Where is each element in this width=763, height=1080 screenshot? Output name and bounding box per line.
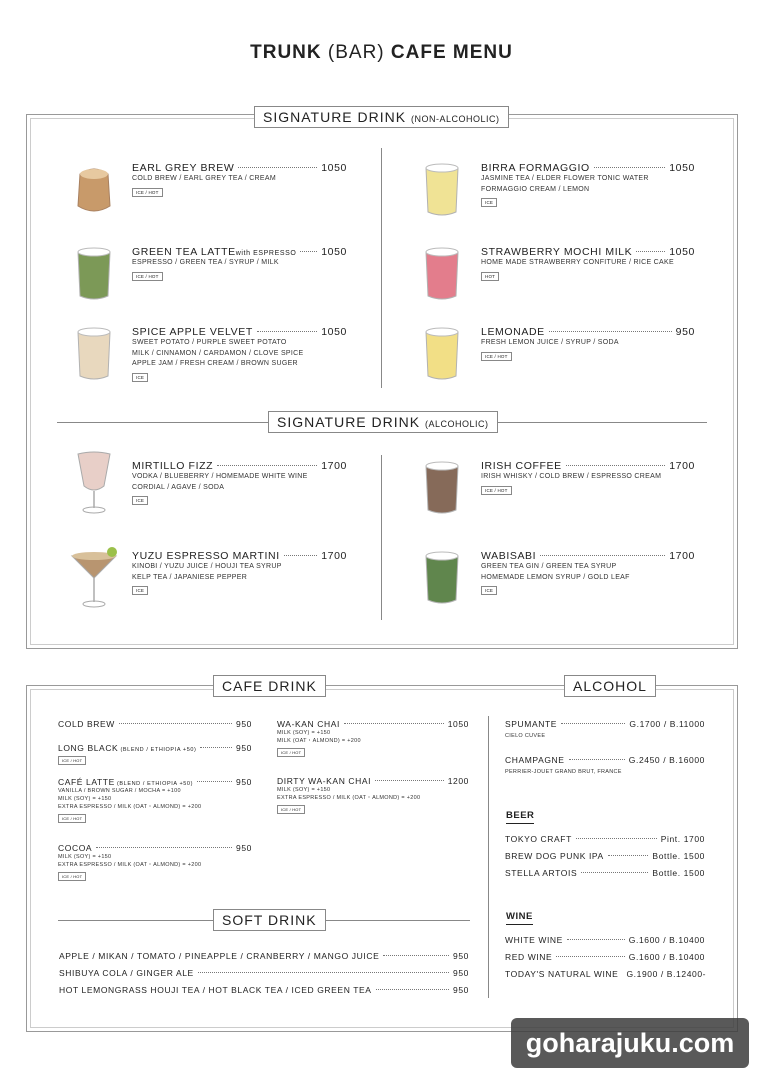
temperature-tag: ICE — [481, 586, 497, 595]
temperature-tag: ICE / HOT — [58, 872, 86, 881]
item-name: IRISH COFFEE — [481, 460, 562, 472]
menu-item — [481, 326, 695, 361]
description-line: KINOBI / YUZU JUICE / HOUJI TEA SYRUP — [132, 563, 282, 570]
item-name: CAFÉ LATTE (BLEND / ETHIOPIA +50) — [58, 777, 193, 787]
alcohol-item — [505, 755, 705, 776]
description-line: EXTRA ESPRESSO / MILK (OAT・ALMOND) = +200 — [58, 804, 202, 810]
item-price: 950 — [236, 843, 252, 853]
leader-dots — [566, 465, 666, 466]
description-line: HOME MADE STRAWBERRY CONFITURE / RICE CAKE — [481, 259, 674, 266]
item-price: 1050 — [447, 719, 469, 729]
item-name: SPICE APPLE VELVET — [132, 326, 253, 338]
item-price: G.2450 / B.16000 — [628, 755, 705, 765]
leader-dots — [257, 331, 317, 332]
item-name: LONG BLACK (BLEND / ETHIOPIA +50) — [58, 743, 197, 753]
item-name: YUZU ESPRESSO MARTINI — [132, 550, 280, 562]
item-row — [505, 969, 705, 979]
item-price: Bottle. 1500 — [652, 851, 705, 861]
cafe-drink-label — [213, 675, 326, 697]
item-description — [58, 787, 252, 811]
leader-dots — [561, 723, 625, 724]
item-name: SHIBUYA COLA / GINGER ALE — [59, 968, 194, 978]
soft-drink-title: SOFT DRINK — [222, 912, 317, 928]
beer-heading: BEER — [506, 810, 535, 821]
description-line: EXTRA ESPRESSO / MILK (OAT・ALMOND) = +200 — [277, 795, 421, 801]
menu-item — [481, 162, 695, 207]
leader-dots — [217, 465, 317, 466]
item-description — [481, 174, 695, 195]
menu-item — [132, 550, 347, 595]
temperature-tag: ICE / HOT — [277, 748, 305, 757]
leader-dots — [344, 723, 444, 724]
description-line: IRISH WHISKY / COLD BREW / ESPRESSO CREAM — [481, 473, 662, 480]
item-price: G.1900 / B.12400- — [626, 969, 707, 979]
item-row — [58, 777, 252, 787]
menu-item — [132, 326, 347, 382]
alcohol-item — [505, 834, 705, 844]
irish-coffee-glass-icon — [414, 452, 470, 522]
cafe-drink-title: CAFE DRINK — [222, 678, 317, 694]
item-row — [277, 776, 469, 786]
item-name: SPUMANTE — [505, 719, 558, 729]
description-line: MILK (OAT・ALMOND) = +200 — [277, 738, 361, 744]
earl-grey-cup-icon — [66, 154, 122, 224]
item-description — [132, 338, 347, 370]
item-price: 950 — [236, 743, 252, 753]
description-line: MILK (SOY) = +150 — [277, 787, 331, 793]
cafe-item — [58, 777, 252, 823]
leader-dots — [375, 780, 444, 781]
leader-dots — [594, 167, 665, 168]
item-description — [277, 729, 469, 745]
leader-dots — [608, 855, 649, 856]
item-price: 1050 — [321, 326, 347, 338]
signature-al-divider — [381, 455, 382, 620]
martini-glass-icon — [66, 542, 122, 612]
item-description — [481, 562, 695, 583]
leader-dots — [636, 251, 665, 252]
signature-na-divider — [381, 148, 382, 388]
item-name: TODAY'S NATURAL WINE — [505, 969, 619, 979]
item-price: 950 — [453, 951, 469, 961]
item-name-note: with ESPRESSO — [235, 250, 297, 257]
item-name: WABISABI — [481, 550, 537, 562]
item-row — [481, 550, 695, 562]
item-name: CHAMPAGNE — [505, 755, 565, 765]
strawberry-glass-icon — [414, 238, 470, 308]
item-row — [481, 460, 695, 472]
alcohol-item — [505, 868, 705, 878]
leader-dots — [556, 956, 624, 957]
leader-dots — [567, 939, 625, 940]
alcohol-item — [505, 851, 705, 861]
item-price: 1200 — [447, 776, 469, 786]
item-name: RED WINE — [505, 952, 553, 962]
item-price: 1050 — [669, 246, 695, 258]
item-price: 1700 — [321, 550, 347, 562]
description-line: APPLE JAM / FRESH CREAM / BROWN SUGER — [132, 360, 298, 367]
item-row — [505, 719, 705, 729]
description-line: MILK (SOY) = +150 — [277, 730, 331, 736]
leader-dots — [540, 555, 665, 556]
item-row — [505, 868, 705, 878]
menu-item — [481, 246, 695, 281]
alcohol-title: ALCOHOL — [573, 678, 647, 694]
item-price: 950 — [236, 777, 252, 787]
item-row — [132, 460, 347, 472]
item-name: WA-KAN CHAI — [277, 719, 340, 729]
description-line: JASMINE TEA / ELDER FLOWER TONIC WATER — [481, 175, 649, 182]
item-name: EARL GREY BREW — [132, 162, 235, 174]
item-price: Bottle. 1500 — [652, 868, 705, 878]
birra-glass-icon — [414, 154, 470, 224]
signature-al-title: SIGNATURE DRINK — [277, 414, 421, 430]
item-price: 1700 — [669, 460, 695, 472]
title-cafe-menu: CAFE MENU — [390, 42, 513, 63]
item-name-note: (BLEND / ETHIOPIA +50) — [114, 781, 193, 787]
item-description — [277, 786, 469, 802]
temperature-tag: ICE — [481, 198, 497, 207]
item-row — [481, 162, 695, 174]
item-row — [59, 951, 469, 961]
temperature-tag: ICE / HOT — [58, 814, 86, 823]
signature-na-subtitle: (NON-ALCOHOLIC) — [410, 114, 500, 124]
leader-dots — [576, 838, 657, 839]
description-line: VANILLA / BROWN SUGAR / MOCHA = +100 — [58, 788, 181, 794]
item-description: CIELO CUVEE — [505, 733, 546, 739]
item-price: 950 — [453, 985, 469, 995]
temperature-tag: ICE — [132, 496, 148, 505]
item-row — [132, 246, 347, 258]
item-price: 1050 — [321, 246, 347, 258]
item-row — [505, 834, 705, 844]
title-trunk: TRUNK — [250, 42, 322, 63]
alcohol-item — [505, 935, 705, 945]
item-row — [59, 985, 469, 995]
description-line: VODKA / BLUEBERRY / HOMEMADE WHITE WINE — [132, 473, 308, 480]
item-name: COLD BREW — [58, 719, 115, 729]
item-description — [58, 853, 252, 869]
leader-dots — [383, 955, 449, 956]
description-line: EXTRA ESPRESSO / MILK (OAT・ALMOND) = +200 — [58, 862, 202, 868]
description-line: HOMEMADE LEMON SYRUP / GOLD LEAF — [481, 573, 630, 581]
item-name-note: (BLEND / ETHIOPIA +50) — [118, 747, 197, 753]
item-row — [505, 935, 705, 945]
description-line: FORMAGGIO CREAM / LEMON — [481, 185, 590, 193]
item-description — [481, 338, 695, 349]
signature-na-label — [254, 106, 509, 128]
leader-dots — [549, 331, 672, 332]
menu-item — [132, 460, 347, 505]
temperature-tag: ICE — [132, 373, 148, 382]
item-price: G.1700 / B.11000 — [629, 719, 705, 729]
item-name: GREEN TEA LATTEwith ESPRESSO — [132, 246, 297, 258]
cafe-item — [58, 843, 252, 881]
description-line: SWEET POTATO / PURPLE SWEET POTATO — [132, 339, 287, 346]
description-line: ESPRESSO / GREEN TEA / SYRUP / MILK — [132, 259, 279, 266]
menu-item — [481, 460, 695, 495]
item-price: 950 — [453, 968, 469, 978]
item-description — [132, 472, 347, 493]
alcohol-item — [505, 969, 705, 979]
description-line: KELP TEA / JAPANIESE PEPPER — [132, 573, 248, 581]
item-price: 1700 — [321, 460, 347, 472]
wine-heading: WINE — [506, 911, 533, 922]
leader-dots — [200, 747, 232, 748]
item-name: LEMONADE — [481, 326, 545, 338]
temperature-tag: ICE / HOT — [481, 352, 512, 361]
item-price: 950 — [675, 326, 695, 338]
cafe-item — [59, 985, 469, 995]
lemonade-glass-icon — [414, 318, 470, 388]
item-description — [481, 472, 695, 483]
item-name: MIRTILLO FIZZ — [132, 460, 214, 472]
alcohol-label — [564, 675, 656, 697]
item-name: APPLE / MIKAN / TOMATO / PINEAPPLE / CRANBERRY / MANGO JUICE — [59, 951, 380, 961]
cafe-item — [277, 776, 469, 814]
cafe-item — [59, 951, 469, 961]
item-name: BREW DOG PUNK IPA — [505, 851, 604, 861]
item-row — [277, 719, 469, 729]
cafe-item — [58, 719, 252, 729]
item-description — [132, 174, 347, 185]
item-name: TOKYO CRAFT — [505, 834, 572, 844]
item-row — [132, 162, 347, 174]
item-price: 950 — [236, 719, 252, 729]
item-row — [132, 550, 347, 562]
description-line: CORDIAL / AGAVE / SODA — [132, 483, 225, 491]
item-name: COCOA — [58, 843, 93, 853]
temperature-tag: ICE / HOT — [132, 188, 163, 197]
item-price: G.1600 / B.10400 — [628, 952, 705, 962]
leader-dots — [284, 555, 317, 556]
leader-dots — [197, 781, 232, 782]
item-row — [505, 952, 705, 962]
watermark: goharajuku.com — [511, 1018, 749, 1068]
leader-dots — [581, 872, 648, 873]
item-row — [58, 719, 252, 729]
temperature-tag: ICE / HOT — [132, 272, 163, 281]
item-row — [505, 851, 705, 861]
menu-item — [132, 162, 347, 197]
description-line: MILK / CINNAMON / CARDAMON / CLOVE SPICE — [132, 349, 304, 357]
item-row — [58, 743, 252, 753]
description-line: COLD BREW / EARL GREY TEA / CREAM — [132, 175, 276, 182]
leader-dots — [198, 972, 449, 973]
temperature-tag: ICE / HOT — [481, 486, 512, 495]
temperature-tag: ICE / HOT — [277, 805, 305, 814]
signature-na-title: SIGNATURE DRINK — [263, 109, 407, 125]
item-price: 1700 — [669, 550, 695, 562]
item-name: STELLA ARTOIS — [505, 868, 578, 878]
description-line: FRESH LEMON JUICE / SYRUP / SODA — [481, 339, 619, 346]
spice-apple-glass-icon — [66, 318, 122, 388]
item-description — [481, 258, 695, 269]
alcohol-divider — [488, 716, 489, 998]
green-tea-latte-icon — [66, 238, 122, 308]
signature-al-subtitle: (ALCOHOLIC) — [424, 419, 489, 429]
item-row — [481, 246, 695, 258]
item-row — [132, 326, 347, 338]
cafe-item — [277, 719, 469, 757]
alcohol-item — [505, 719, 705, 740]
item-price: 1050 — [321, 162, 347, 174]
item-row — [59, 968, 469, 978]
item-name: HOT LEMONGRASS HOUJI TEA / HOT BLACK TEA / ICED GREEN TEA — [59, 985, 372, 995]
item-row — [58, 843, 252, 853]
menu-item — [481, 550, 695, 595]
item-description: PERRIER-JOUET GRAND BRUT, FRANCE — [505, 769, 622, 775]
soft-drink-label — [213, 909, 326, 931]
leader-dots — [238, 167, 317, 168]
item-row — [481, 326, 695, 338]
item-price: 1050 — [669, 162, 695, 174]
signature-al-label — [268, 411, 498, 433]
item-description — [132, 562, 347, 583]
alcohol-item — [505, 952, 705, 962]
temperature-tag: ICE — [132, 586, 148, 595]
mirtillo-wine-glass-icon — [66, 446, 122, 516]
item-price: G.1600 / B.10400 — [628, 935, 705, 945]
item-description — [132, 258, 347, 269]
description-line: MILK (SOY) = +150 — [58, 796, 112, 802]
wabisabi-glass-icon — [414, 542, 470, 612]
item-name: STRAWBERRY MOCHI MILK — [481, 246, 633, 258]
cafe-item — [59, 968, 469, 978]
description-line: MILK (SOY) = +150 — [58, 854, 112, 860]
item-name: BIRRA FORMAGGIO — [481, 162, 590, 174]
item-name: WHITE WINE — [505, 935, 563, 945]
leader-dots — [569, 759, 625, 760]
leader-dots — [300, 251, 317, 252]
item-price: Pint. 1700 — [660, 834, 705, 844]
page-title — [0, 42, 763, 64]
description-line: GREEN TEA GIN / GREEN TEA SYRUP — [481, 563, 617, 570]
title-bar: (BAR) — [327, 42, 385, 63]
leader-dots — [376, 989, 449, 990]
temperature-tag: ICE / HOT — [58, 756, 86, 765]
cafe-item — [58, 743, 252, 765]
leader-dots — [119, 723, 232, 724]
temperature-tag: HOT — [481, 272, 499, 281]
item-row — [505, 755, 705, 765]
menu-item — [132, 246, 347, 281]
item-name: DIRTY WA-KAN CHAI — [277, 776, 372, 786]
leader-dots — [96, 847, 232, 848]
